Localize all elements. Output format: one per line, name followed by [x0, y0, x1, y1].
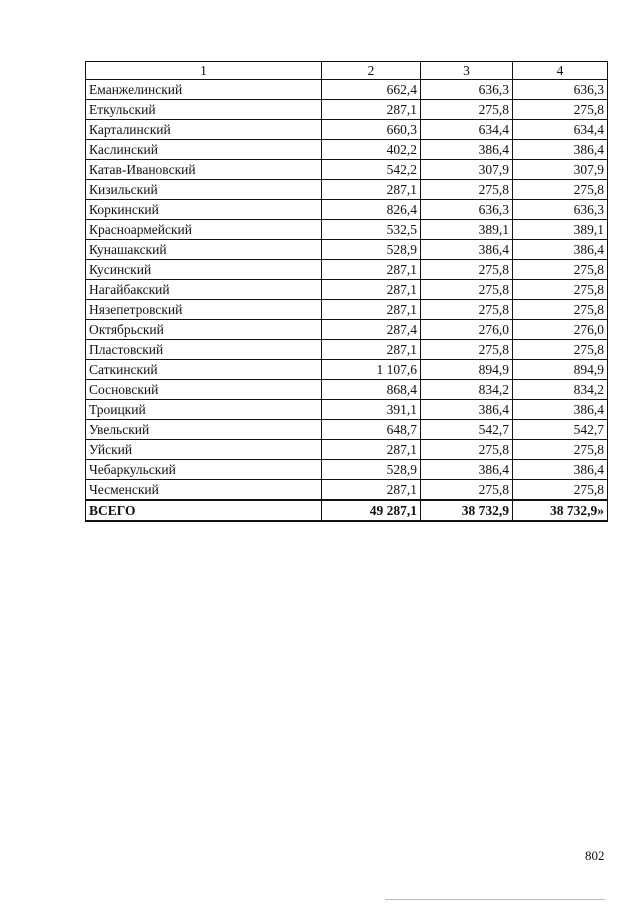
value-col4: 542,7 — [513, 420, 608, 440]
value-col2: 287,4 — [322, 320, 421, 340]
district-name: Каслинский — [86, 140, 322, 160]
value-col4: 275,8 — [513, 340, 608, 360]
value-col2: 648,7 — [322, 420, 421, 440]
value-col4: 275,8 — [513, 260, 608, 280]
value-col3: 386,4 — [421, 400, 513, 420]
value-col4: 834,2 — [513, 380, 608, 400]
district-name: Нагайбакский — [86, 280, 322, 300]
value-col4: 276,0 — [513, 320, 608, 340]
page-number: 802 — [585, 848, 605, 863]
table-row — [86, 300, 608, 320]
district-name: Катав-Ивановский — [86, 160, 322, 180]
value-col2: 402,2 — [322, 140, 421, 160]
value-col4: 894,9 — [513, 360, 608, 380]
value-col2: 287,1 — [322, 280, 421, 300]
table-row — [86, 460, 608, 480]
value-col2: 287,1 — [322, 480, 421, 501]
value-col3: 275,8 — [421, 340, 513, 360]
value-col3: 636,3 — [421, 200, 513, 220]
value-col2: 287,1 — [322, 300, 421, 320]
district-name: Пластовский — [86, 340, 322, 360]
value-col4: 386,4 — [513, 240, 608, 260]
value-col4: 275,8 — [513, 280, 608, 300]
district-name: Уйский — [86, 440, 322, 460]
district-name: Кунашакский — [86, 240, 322, 260]
table-row — [86, 120, 608, 140]
value-col3: 307,9 — [421, 160, 513, 180]
value-col4: 389,1 — [513, 220, 608, 240]
total-row — [86, 500, 608, 521]
table-row — [86, 160, 608, 180]
column-header-3: 3 — [421, 62, 513, 80]
value-col4: 386,4 — [513, 140, 608, 160]
value-col3: 275,8 — [421, 260, 513, 280]
value-col4: 275,8 — [513, 100, 608, 120]
data-table — [85, 61, 608, 522]
table-row — [86, 200, 608, 220]
table-row — [86, 320, 608, 340]
district-name: Сосновский — [86, 380, 322, 400]
value-col2: 287,1 — [322, 260, 421, 280]
table-row — [86, 420, 608, 440]
value-col2: 826,4 — [322, 200, 421, 220]
district-name: Чебаркульский — [86, 460, 322, 480]
total-value-col2: 49 287,1 — [322, 500, 421, 521]
table-row — [86, 400, 608, 420]
header-row — [86, 62, 608, 80]
value-col2: 287,1 — [322, 100, 421, 120]
value-col3: 275,8 — [421, 180, 513, 200]
value-col4: 307,9 — [513, 160, 608, 180]
value-col2: 542,2 — [322, 160, 421, 180]
table-row — [86, 360, 608, 380]
table-row — [86, 240, 608, 260]
value-col3: 386,4 — [421, 240, 513, 260]
value-col4: 386,4 — [513, 400, 608, 420]
value-col3: 634,4 — [421, 120, 513, 140]
table-body — [86, 80, 608, 501]
value-col4: 275,8 — [513, 300, 608, 320]
value-col3: 386,4 — [421, 460, 513, 480]
value-col3: 389,1 — [421, 220, 513, 240]
value-col2: 868,4 — [322, 380, 421, 400]
table-row — [86, 380, 608, 400]
value-col4: 275,8 — [513, 480, 608, 501]
table-row — [86, 100, 608, 120]
district-name: Карталинский — [86, 120, 322, 140]
value-col2: 287,1 — [322, 340, 421, 360]
value-col2: 391,1 — [322, 400, 421, 420]
column-header-4: 4 — [513, 62, 608, 80]
district-name: Октябрьский — [86, 320, 322, 340]
value-col3: 275,8 — [421, 280, 513, 300]
value-col3: 276,0 — [421, 320, 513, 340]
district-name: Кизильский — [86, 180, 322, 200]
value-col2: 1 107,6 — [322, 360, 421, 380]
value-col3: 834,2 — [421, 380, 513, 400]
value-col2: 662,4 — [322, 80, 421, 100]
district-name: Чесменский — [86, 480, 322, 501]
value-col2: 528,9 — [322, 240, 421, 260]
value-col4: 636,3 — [513, 200, 608, 220]
table-row — [86, 340, 608, 360]
table-header — [86, 62, 608, 80]
total-value-col3: 38 732,9 — [421, 500, 513, 521]
value-col2: 287,1 — [322, 440, 421, 460]
district-name: Увельский — [86, 420, 322, 440]
total-value-col4: 38 732,9» — [513, 500, 608, 521]
table-row — [86, 180, 608, 200]
district-name: Троицкий — [86, 400, 322, 420]
district-name: Красноармейский — [86, 220, 322, 240]
table-row — [86, 260, 608, 280]
table-row — [86, 140, 608, 160]
total-label: ВСЕГО — [86, 500, 322, 521]
table-row — [86, 280, 608, 300]
column-header-1: 1 — [86, 62, 322, 80]
value-col2: 287,1 — [322, 180, 421, 200]
district-name: Еманжелинский — [86, 80, 322, 100]
value-col4: 275,8 — [513, 180, 608, 200]
table-footer — [86, 500, 608, 521]
value-col3: 275,8 — [421, 480, 513, 501]
value-col3: 542,7 — [421, 420, 513, 440]
value-col3: 275,8 — [421, 440, 513, 460]
value-col3: 275,8 — [421, 100, 513, 120]
value-col4: 636,3 — [513, 80, 608, 100]
table-row — [86, 220, 608, 240]
value-col2: 528,9 — [322, 460, 421, 480]
district-name: Кусинский — [86, 260, 322, 280]
district-name: Саткинский — [86, 360, 322, 380]
bottom-divider — [385, 899, 605, 900]
value-col3: 386,4 — [421, 140, 513, 160]
value-col3: 636,3 — [421, 80, 513, 100]
value-col2: 660,3 — [322, 120, 421, 140]
column-header-2: 2 — [322, 62, 421, 80]
table-row — [86, 480, 608, 501]
value-col4: 386,4 — [513, 460, 608, 480]
table-row — [86, 80, 608, 100]
district-name: Нязепетровский — [86, 300, 322, 320]
district-name: Еткульский — [86, 100, 322, 120]
district-name: Коркинский — [86, 200, 322, 220]
table-row — [86, 440, 608, 460]
value-col4: 634,4 — [513, 120, 608, 140]
value-col2: 532,5 — [322, 220, 421, 240]
value-col3: 275,8 — [421, 300, 513, 320]
value-col4: 275,8 — [513, 440, 608, 460]
value-col3: 894,9 — [421, 360, 513, 380]
